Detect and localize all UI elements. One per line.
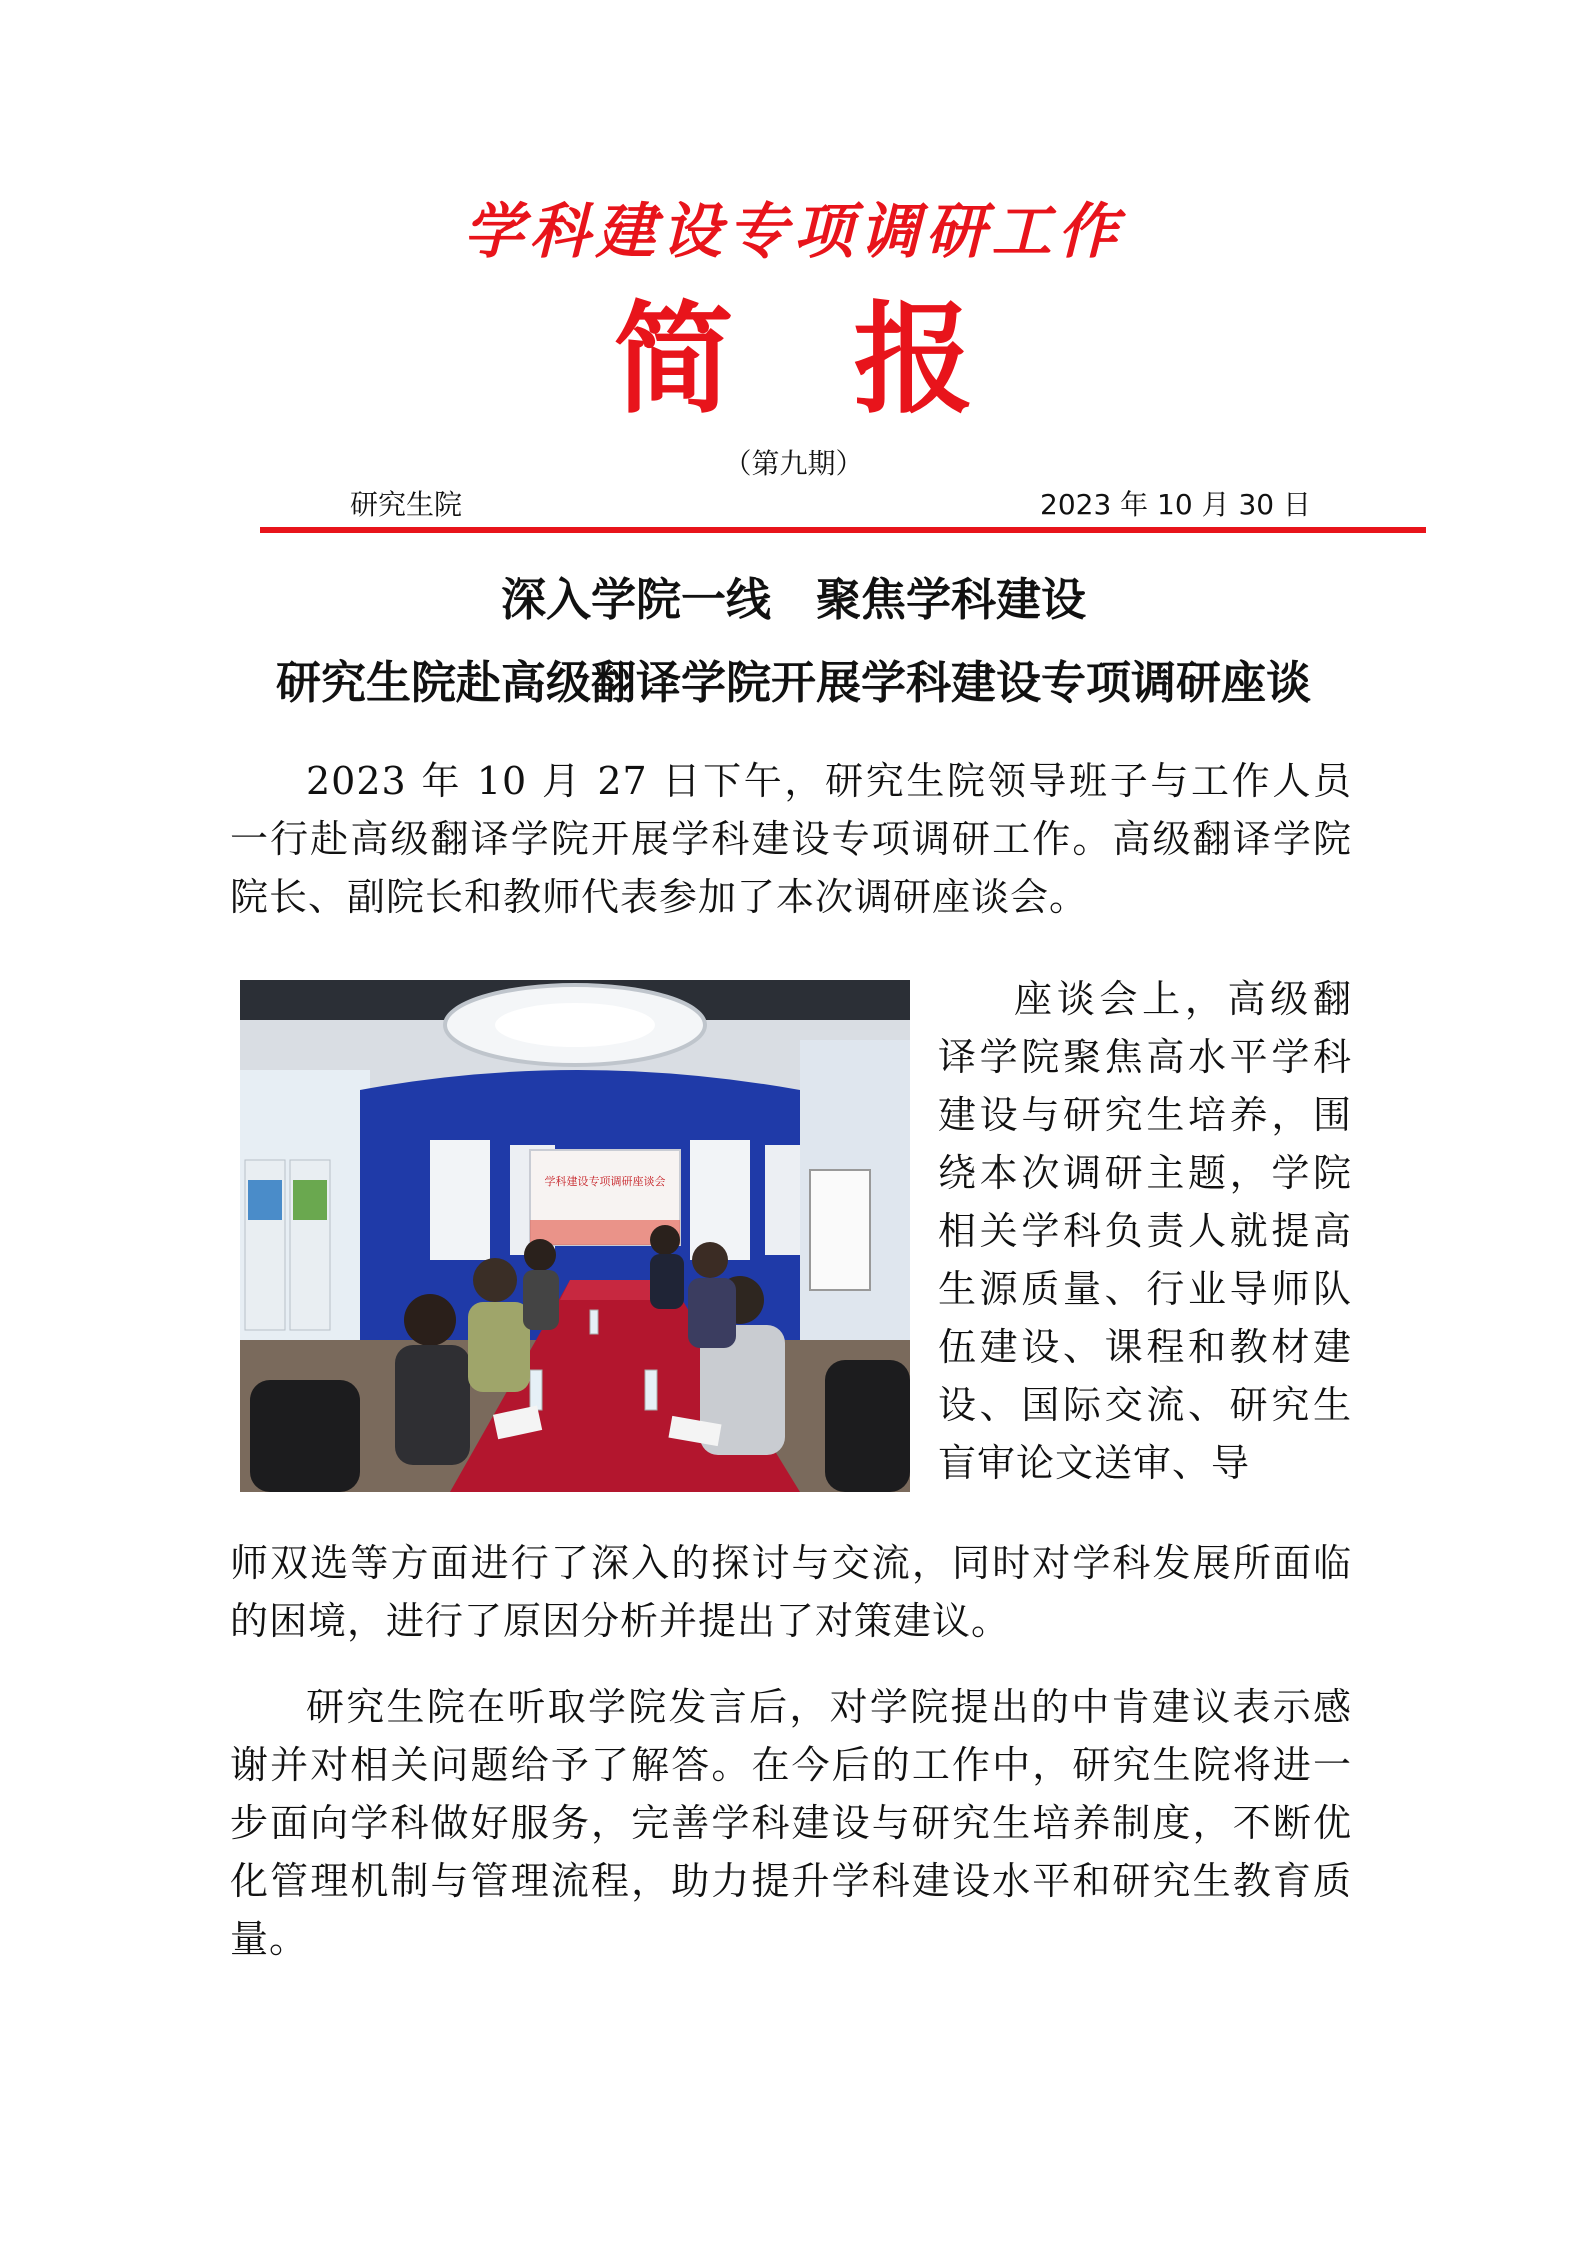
header-rule	[260, 527, 1426, 533]
bulletin-char-2: 报	[853, 289, 974, 430]
paragraph-conclusion: 研究生院在听取学院发言后，对学院提出的中肯建议表示感谢并对相关问题给予了解答。在今后的工作中，研究生院将进一步面向学科做好服务，完善学科建设与研究生培养制度，不断优化管理机制与管理流程，助力提升学科建设水平和研究生教育质量。	[230, 1685, 1352, 1961]
issue-date: 2023 年 10 月 30 日	[1040, 488, 1312, 521]
paragraph-intro: 2023 年 10 月 27 日下午，研究生院领导班子与工作人员一行赴高级翻译学院开展学科建设专项调研工作。高级翻译学院院长、副院长和教师代表参加了本次调研座谈会。	[230, 759, 1352, 919]
headline-main: 深入学院一线 聚焦学科建设	[500, 573, 1086, 626]
paragraph-discussion-side-text: 座谈会上，高级翻译学院聚焦高水平学科建设与研究生培养，围绕本次调研主题，学院相关学科负责人就提高生源质量、行业导师队伍建设、课程和教材建设、国际交流、研究生盲审论文送审、导	[938, 977, 1352, 1485]
issue-number: （第九期）	[723, 447, 864, 480]
meeting-photo	[240, 980, 910, 1492]
bulletin-char-1: 简	[613, 289, 734, 430]
paragraph-discussion-rest: 师双选等方面进行了深入的探讨与交流，同时对学科发展所面临的困境，进行了原因分析并提出了对策建议。	[230, 1541, 1352, 1643]
screen-title: 学科建设专项调研座谈会	[544, 1175, 666, 1188]
headline-sub: 研究生院赴高级翻译学院开展学科建设专项调研座谈	[275, 656, 1311, 709]
bulletin-title	[0, 290, 1587, 430]
issuing-org: 研究生院	[350, 488, 463, 521]
paragraph-discussion-side	[938, 970, 1352, 1492]
series-title: 学科建设专项调研工作	[463, 197, 1124, 267]
meeting-photo-illustration	[240, 980, 910, 1492]
